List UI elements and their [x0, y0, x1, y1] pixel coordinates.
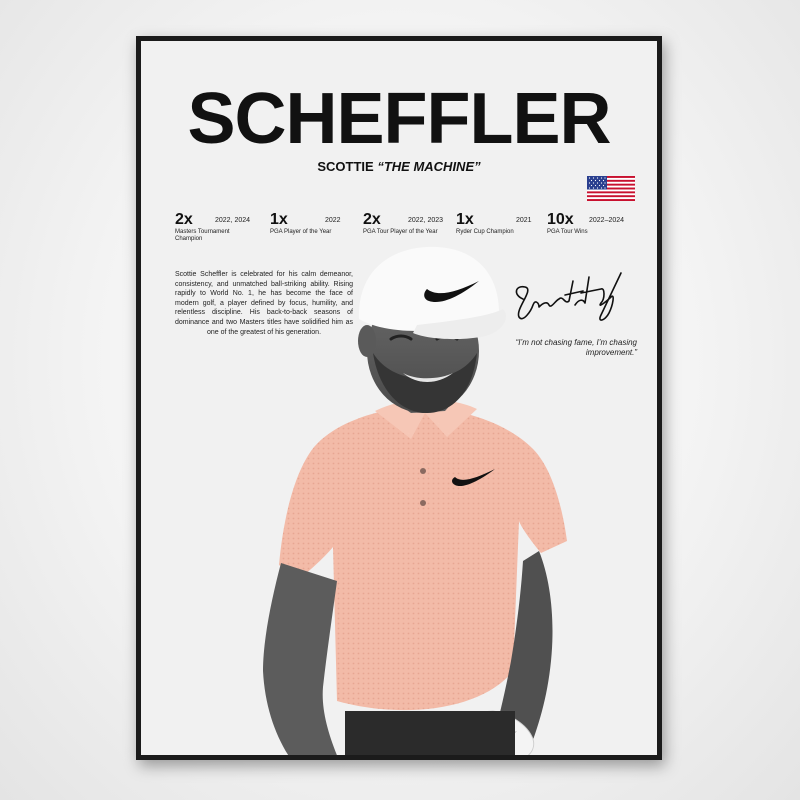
poster-title: SCHEFFLER	[187, 79, 611, 159]
poster	[141, 41, 657, 755]
player-photo	[241, 241, 601, 760]
quote: “I’m not chasing fame, I’m chasing improvement.”	[515, 338, 637, 357]
stat-years: 2022, 2024	[215, 217, 251, 224]
stat-years: 2022–2024	[589, 217, 625, 224]
stat-count: 2x	[175, 211, 193, 228]
stat-count: 1x	[270, 211, 288, 228]
subtitle-nickname: “THE MACHINE”	[377, 159, 481, 174]
stat-years: 2021	[516, 217, 532, 224]
poster-frame	[136, 36, 662, 760]
subtitle-first-name: SCOTTIE	[317, 159, 374, 174]
poster-subtitle	[141, 159, 657, 174]
stat-label: PGA Player of the Year	[270, 229, 332, 235]
stat-years: 2022, 2023	[408, 217, 444, 224]
usa-flag-icon	[587, 176, 635, 201]
stat-count: 10x	[547, 211, 574, 228]
stat-label: PGA Tour Wins	[547, 229, 588, 235]
stat-label: PGA Tour Player of the Year	[363, 229, 438, 235]
stat-label: Ryder Cup Champion	[456, 229, 514, 235]
stat-count: 1x	[456, 211, 474, 228]
stat-years: 2022	[325, 217, 341, 224]
stat-label: Masters Tournament Champion	[175, 229, 230, 242]
stat-count: 2x	[363, 211, 381, 228]
bio-paragraph: Scottie Scheffler is celebrated for his calm demeanor, consistency, and unmatched ball-striking ability. Rising rapidly to World No. 1, he has become the face of modern golf, a player defined by focus, humility, and relentless discipline. His back-to-back seasons of dominance and two Masters titles have solidified him as one of the greatest of his generation.	[175, 271, 353, 336]
